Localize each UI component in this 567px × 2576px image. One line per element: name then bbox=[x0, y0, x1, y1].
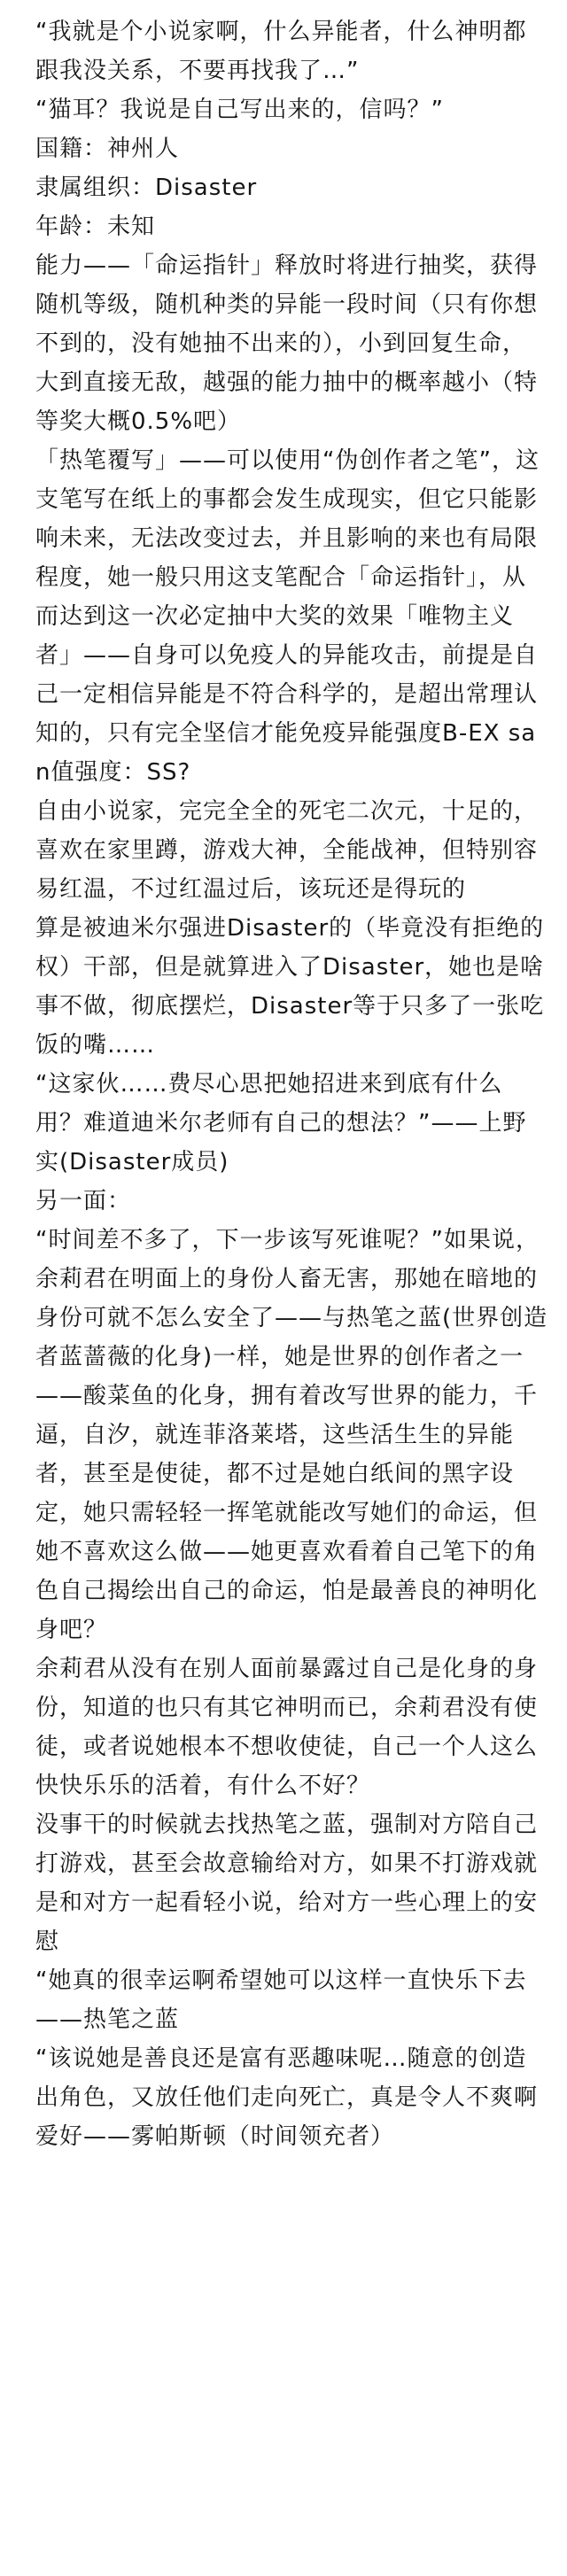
description-novelist: 自由小说家，完完全全的死宅二次元，十足的，喜欢在家里蹲，游戏大神，全能战神，但特别容易红温，不过红温过后，该玩还是得玩的 bbox=[35, 798, 539, 903]
quote-ueno: “这家伙……费尽心思把她招进来到底有什么用？难道迪米尔老师有自己的想法？”——上野实(Disaster成员) bbox=[35, 1071, 527, 1175]
profile-nationality: 国籍：神州人 bbox=[35, 136, 180, 162]
quote-time-keeper: “该说她是善良还是富有恶趣味呢…随意的创造出角色，又放任他们走向死亡，真是令人不爽啊爱好——雾帕斯顿（时间领充者） bbox=[35, 2045, 539, 2150]
description-hobbies: 没事干的时候就去找热笔之蓝，强制对方陪自己打游戏，甚至会故意输给对方，如果不打游戏就是和对方一起看轻小说，给对方一些心理上的安慰 bbox=[35, 1812, 539, 1955]
profile-organization: 隶属组织：Disaster bbox=[35, 175, 258, 201]
description-avatar: “时间差不多了，下一步该写死谁呢？”如果说，余莉君在明面上的身份人畜无害，那她在暗地的身份可就不怎么安全了——与热笔之蓝(世界创造者蓝蔷薇的化身)一样，她是世界的创作者之一——酸菜鱼的化身，拥有着改写世界的能力，千逼，自汐，就连菲洛莱塔，这些活生生的异能者，甚至是使徒，都不过是她白纸间的黑字设定，她只需轻轻一挥笔就能改写她们的命运，但她不喜欢这么做——她更喜欢看着自己笔下的角色自己揭绘出自己的命运，怕是最善良的神明化身吧？ bbox=[35, 1227, 548, 1643]
description-secret: 余莉君从没有在别人面前暴露过自己是化身的身份，知道的也只有其它神明而已，余莉君没有使徒，或者说她根本不想收使徒，自己一个人这么快快乐乐的活着，有什么不好？ bbox=[35, 1656, 539, 1799]
quote-hot-pen-blue: “她真的很幸运啊希望她可以这样一直快乐下去——热笔之蓝 bbox=[35, 1967, 527, 2033]
quote-cat-ears: “猫耳？我说是自己写出来的，信吗？” bbox=[35, 97, 444, 123]
description-disaster: 算是被迪米尔强进Disaster的（毕竟没有拒绝的权）干部，但是就算进入了Disaster，她也是啥事不做，彻底摆烂，Disaster等于只多了一张吃饭的嘴…… bbox=[35, 915, 545, 1059]
quote-novelist: “我就是个小说家啊，什么异能者，什么神明都跟我没关系，不要再找我了…” bbox=[35, 19, 527, 84]
ability-hot-pen: 「热笔覆写」——可以使用“伪创作者之笔”，这支笔写在纸上的事都会发生成现实，但它只能影响未来，无法改变过去，并且影响的来也有局限程度，她一般只用这支笔配合「命运指针」，从而达到这一次必定抽中大奖的效果「唯物主义者」——自身可以免疫人的异能攻击，前提是自己一定相信异能是不符合科学的，是超出常理认知的，只有完全坚信才能免疫异能强度B-EX san值强度：SS? bbox=[35, 447, 540, 786]
ability-fate-pointer: 能力——「命运指针」释放时将进行抽奖，获得随机等级，随机种类的异能一段时间（只有你想不到的，没有她抽不出来的），小到回复生命，大到直接无敌，越强的能力抽中的概率越小（特等奖大概0.5%吧） bbox=[35, 252, 539, 435]
profile-age: 年龄：未知 bbox=[35, 213, 156, 240]
section-other-side: 另一面： bbox=[35, 1188, 132, 1214]
